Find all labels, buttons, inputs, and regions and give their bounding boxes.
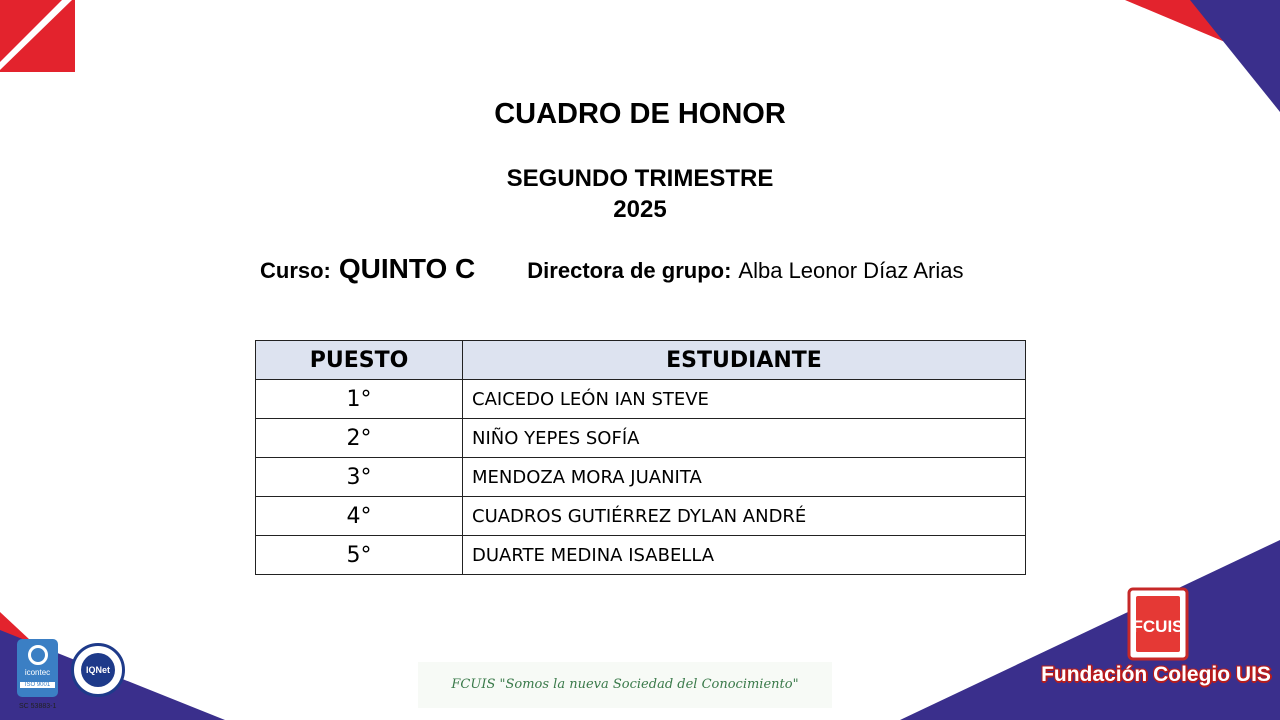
icontec-symbol-icon bbox=[28, 645, 48, 665]
course-label: Curso: bbox=[260, 258, 331, 283]
table-row bbox=[256, 458, 1026, 497]
position-cell: 3° bbox=[256, 458, 463, 497]
iqnet-label: IQNet bbox=[81, 653, 115, 687]
school-name: Fundación Colegio UIS bbox=[1041, 663, 1271, 686]
table-row bbox=[256, 536, 1026, 575]
school-slogan: FCUIS "Somos la nueva Sociedad del Conocimiento" bbox=[418, 662, 832, 708]
icontec-name: icontec bbox=[24, 668, 51, 677]
certificate-code: SC 53883-1 bbox=[19, 703, 57, 710]
course-value: QUINTO C bbox=[338, 253, 476, 284]
period-label: SEGUNDO TRIMESTRE bbox=[506, 165, 774, 192]
table-row bbox=[256, 380, 1026, 419]
icontec-logo-icon bbox=[17, 639, 58, 697]
year-label: 2025 bbox=[613, 196, 667, 223]
position-cell: 5° bbox=[256, 536, 463, 575]
period-heading bbox=[0, 163, 1280, 225]
honor-roll-table bbox=[255, 340, 1026, 575]
position-cell: 4° bbox=[256, 497, 463, 536]
director-name: Alba Leonor Díaz Arias bbox=[738, 258, 964, 283]
icontec-iso: ISO 9001 bbox=[20, 682, 55, 688]
student-cell: MENDOZA MORA JUANITA bbox=[463, 458, 1026, 497]
column-header-student: ESTUDIANTE bbox=[463, 341, 1026, 380]
student-cell: DUARTE MEDINA ISABELLA bbox=[463, 536, 1026, 575]
position-cell: 2° bbox=[256, 419, 463, 458]
page-title: CUADRO DE HONOR bbox=[494, 98, 786, 130]
student-cell: CUADROS GUTIÉRREZ DYLAN ANDRÉ bbox=[463, 497, 1026, 536]
fcuis-logo-text: FCUIS bbox=[1132, 617, 1184, 636]
top-right-navy-triangle bbox=[1190, 0, 1280, 112]
student-cell: NIÑO YEPES SOFÍA bbox=[463, 419, 1026, 458]
top-left-red-square bbox=[0, 0, 75, 72]
table-header-row bbox=[256, 341, 1026, 380]
table-row bbox=[256, 497, 1026, 536]
position-cell: 1° bbox=[256, 380, 463, 419]
column-header-position: PUESTO bbox=[256, 341, 463, 380]
table-row bbox=[256, 419, 1026, 458]
course-info-row bbox=[260, 253, 963, 289]
director-label: Directora de grupo: bbox=[527, 258, 732, 283]
iqnet-logo-icon bbox=[71, 643, 125, 697]
fcuis-logo-icon bbox=[1125, 586, 1191, 664]
student-cell: CAICEDO LEÓN IAN STEVE bbox=[463, 380, 1026, 419]
